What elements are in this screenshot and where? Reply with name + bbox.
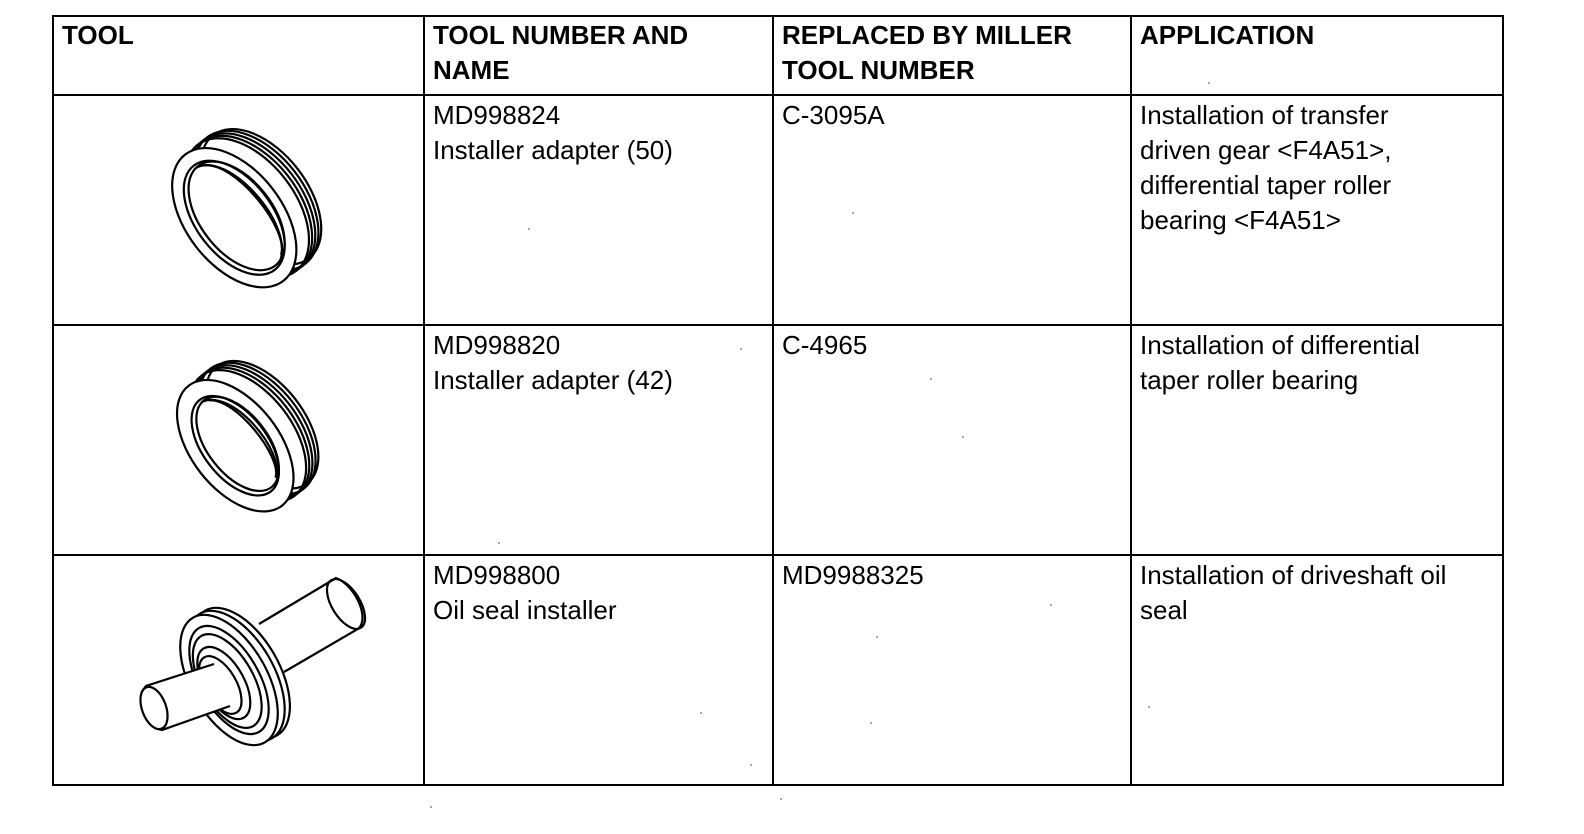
- table-row: [53, 95, 1503, 325]
- scan-speck: [780, 798, 782, 800]
- scan-speck: [740, 348, 742, 350]
- tool-name: Installer adapter (42): [433, 365, 673, 395]
- scan-speck: [1148, 706, 1150, 708]
- header-application: APPLICATION: [1131, 16, 1503, 95]
- scan-speck: [430, 806, 432, 808]
- scan-speck: [750, 764, 752, 766]
- replaced-by-cell: [773, 325, 1131, 555]
- tool-name: Oil seal installer: [433, 595, 617, 625]
- tool-number-name-cell: [424, 95, 773, 325]
- header-replaced-by: REPLACED BY MILLER TOOL NUMBER: [773, 16, 1131, 95]
- table-row: [53, 325, 1503, 555]
- replaced-by-cell: [773, 95, 1131, 325]
- scan-speck: [498, 542, 500, 544]
- header-tool-number-and-name: TOOL NUMBER AND NAME: [424, 16, 773, 95]
- scan-speck: [930, 378, 932, 380]
- application-cell: Installation of driveshaft oil seal: [1131, 555, 1503, 785]
- table-row: [53, 555, 1503, 785]
- tool-number: MD998820: [433, 330, 561, 360]
- scan-speck: [876, 636, 878, 638]
- tool-name: Installer adapter (50): [433, 135, 673, 165]
- oil-seal-installer-icon: [54, 556, 424, 784]
- scan-speck: [700, 712, 702, 714]
- tool-number-name-cell: [424, 325, 773, 555]
- installer-adapter-42-icon: [54, 326, 424, 554]
- scan-speck: [1208, 82, 1210, 84]
- header-tool: TOOL: [53, 16, 424, 95]
- tool-image-cell: [53, 555, 424, 785]
- miller-tool-number: MD9988325: [782, 560, 924, 590]
- installer-adapter-50-icon: [54, 96, 424, 324]
- tool-image-cell: [53, 325, 424, 555]
- tool-number: MD998800: [433, 560, 561, 590]
- miller-tool-number: C-4965: [782, 330, 868, 360]
- special-tools-table: [52, 15, 1504, 786]
- tool-number: MD998824: [433, 100, 561, 130]
- header-row: [53, 16, 1503, 95]
- scan-speck: [852, 212, 854, 214]
- tool-image-cell: [53, 95, 424, 325]
- replaced-by-cell: [773, 555, 1131, 785]
- tool-number-name-cell: [424, 555, 773, 785]
- application-cell: Installation of transfer driven gear <F4A51>, differential taper roller bearing <F4A51>: [1131, 95, 1503, 325]
- scan-speck: [1050, 604, 1052, 606]
- scan-speck: [870, 722, 872, 724]
- scan-speck: [528, 228, 530, 230]
- application-cell: Installation of differential taper roller bearing: [1131, 325, 1503, 555]
- miller-tool-number: C-3095A: [782, 100, 885, 130]
- scan-speck: [962, 436, 964, 438]
